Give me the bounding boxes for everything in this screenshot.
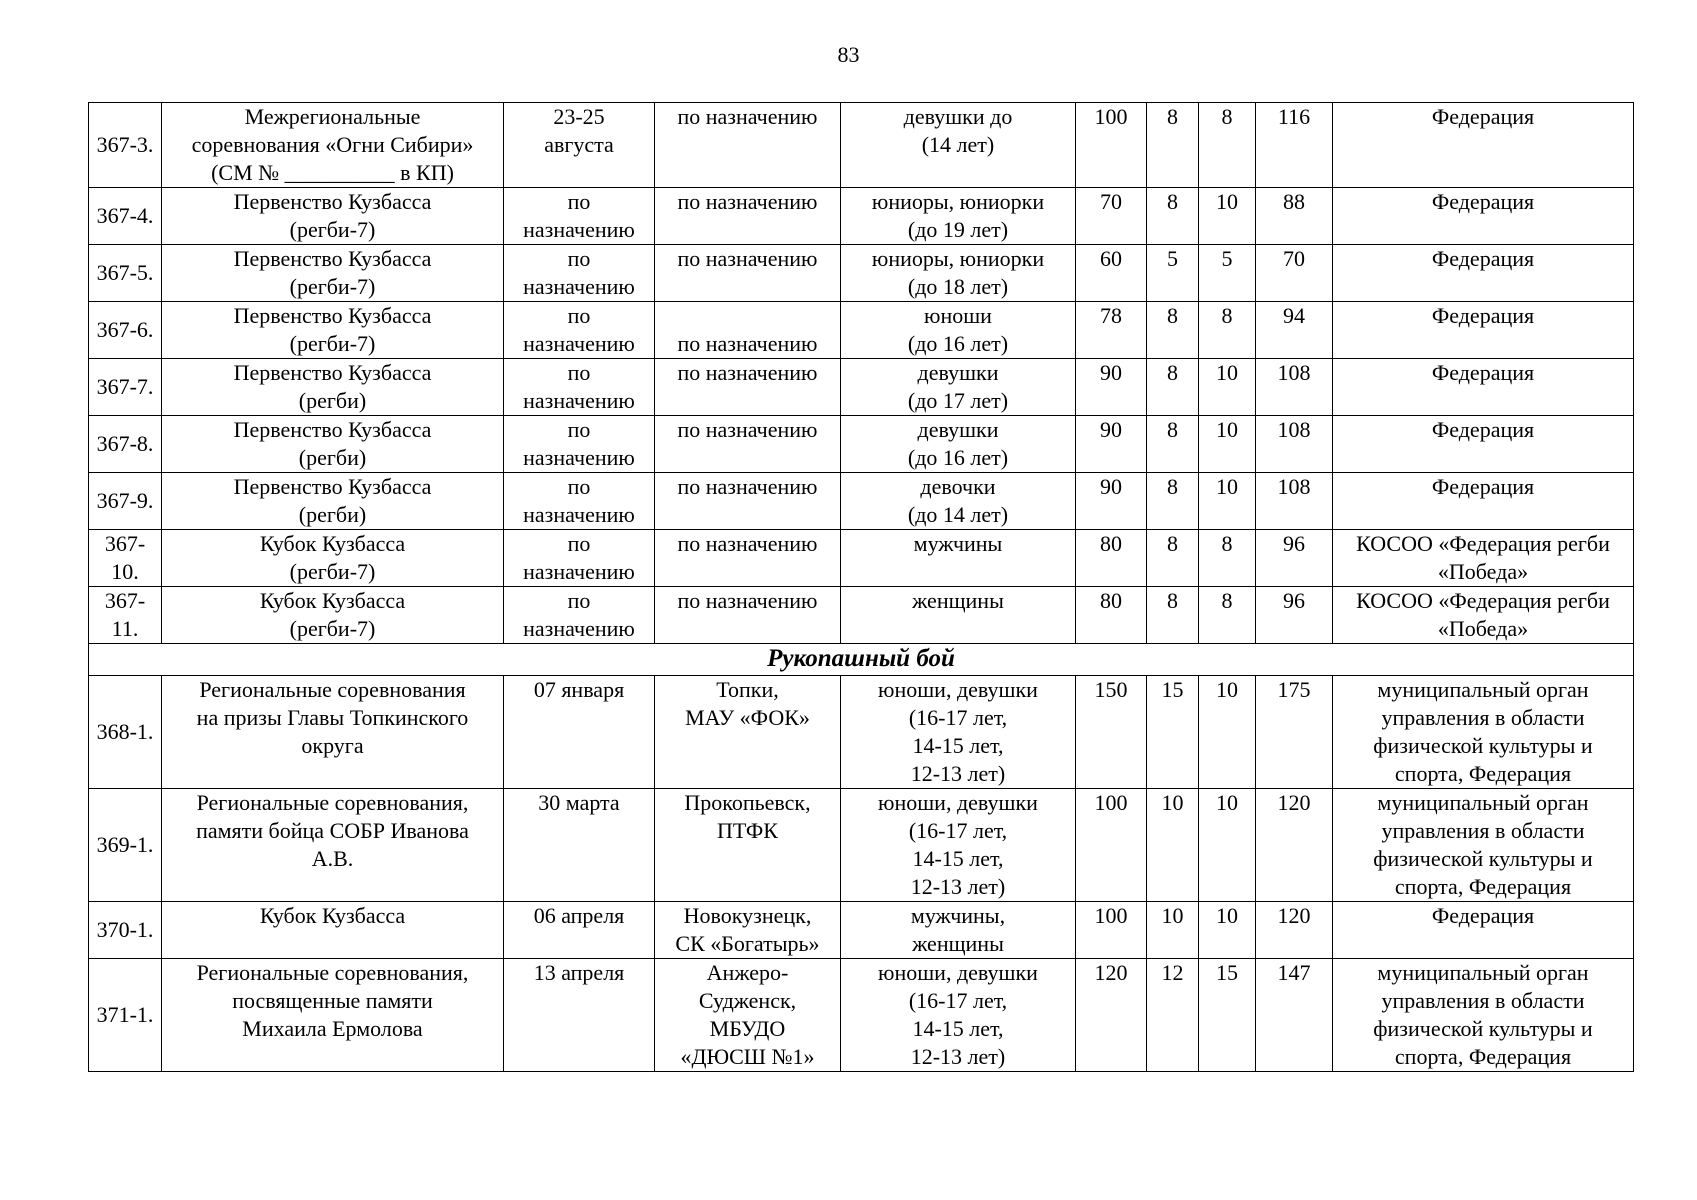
row-number-cell: 367-3. [89, 103, 162, 188]
total-count-cell: 108 [1256, 473, 1333, 530]
row-number-cell: 367- 10. [89, 530, 162, 587]
participants-group-cell: девушки (до 17 лет) [841, 359, 1076, 416]
judges-count-cell: 10 [1199, 676, 1256, 789]
organizer-cell: КОСОО «Федерация регби «Победа» [1333, 587, 1634, 644]
row-number-cell: 371-1. [89, 959, 162, 1072]
row-number-cell: 367-9. [89, 473, 162, 530]
participants-group-cell: юноши, девушки (16-17 лет, 14-15 лет, 12-13 лет) [841, 789, 1076, 902]
participants-group-cell: девочки (до 14 лет) [841, 473, 1076, 530]
athletes-count-cell: 60 [1076, 245, 1147, 302]
coaches-count-cell: 10 [1147, 789, 1199, 902]
event-place-cell: по назначению [655, 530, 841, 587]
athletes-count-cell: 90 [1076, 473, 1147, 530]
athletes-count-cell: 80 [1076, 530, 1147, 587]
event-place-cell: Топки, МАУ «ФОК» [655, 676, 841, 789]
total-count-cell: 116 [1256, 103, 1333, 188]
table-row [89, 416, 1634, 473]
event-date-cell: по назначению [504, 302, 655, 359]
participants-group-cell: юноши (до 16 лет) [841, 302, 1076, 359]
page-number: 83 [837, 42, 860, 67]
event-name-cell: Кубок Кузбасса (регби-7) [162, 587, 504, 644]
event-name-cell: Первенство Кузбасса (регби) [162, 416, 504, 473]
coaches-count-cell: 15 [1147, 676, 1199, 789]
organizer-cell: Федерация [1333, 302, 1634, 359]
row-number-cell: 370-1. [89, 902, 162, 959]
event-date-cell: 23-25 августа [504, 103, 655, 188]
participants-group-cell: юниоры, юниорки (до 19 лет) [841, 188, 1076, 245]
athletes-count-cell: 150 [1076, 676, 1147, 789]
event-place-cell: по назначению [655, 245, 841, 302]
event-name-cell: Межрегиональные соревнования «Огни Сибири» (СМ № __________ в КП) [162, 103, 504, 188]
organizer-cell: Федерация [1333, 902, 1634, 959]
judges-count-cell: 10 [1199, 789, 1256, 902]
row-number-cell: 367-8. [89, 416, 162, 473]
organizer-cell: Федерация [1333, 416, 1634, 473]
judges-count-cell: 8 [1199, 530, 1256, 587]
organizer-cell: Федерация [1333, 245, 1634, 302]
table-row [89, 676, 1634, 789]
table-row [89, 959, 1634, 1072]
table-row [89, 902, 1634, 959]
table-row [89, 587, 1634, 644]
table-row [89, 473, 1634, 530]
row-number-cell: 368-1. [89, 676, 162, 789]
coaches-count-cell: 8 [1147, 188, 1199, 245]
event-date-cell: 30 марта [504, 789, 655, 902]
event-name-cell: Первенство Кузбасса (регби-7) [162, 245, 504, 302]
event-date-cell: по назначению [504, 473, 655, 530]
organizer-cell: муниципальный орган управления в области физической культуры и спорта, Федерация [1333, 676, 1634, 789]
event-date-cell: 06 апреля [504, 902, 655, 959]
organizer-cell: Федерация [1333, 473, 1634, 530]
athletes-count-cell: 100 [1076, 103, 1147, 188]
athletes-count-cell: 80 [1076, 587, 1147, 644]
section-title: Рукопашный бой [89, 644, 1634, 676]
organizer-cell: Федерация [1333, 103, 1634, 188]
event-place-cell: по назначению [655, 473, 841, 530]
total-count-cell: 108 [1256, 359, 1333, 416]
event-name-cell: Кубок Кузбасса [162, 902, 504, 959]
athletes-count-cell: 78 [1076, 302, 1147, 359]
total-count-cell: 175 [1256, 676, 1333, 789]
event-place-cell: Новокузнецк, СК «Богатырь» [655, 902, 841, 959]
row-number-cell: 367- 11. [89, 587, 162, 644]
participants-group-cell: девушки (до 16 лет) [841, 416, 1076, 473]
table-row [89, 302, 1634, 359]
coaches-count-cell: 5 [1147, 245, 1199, 302]
table-row [89, 789, 1634, 902]
athletes-count-cell: 70 [1076, 188, 1147, 245]
event-place-cell: по назначению [655, 188, 841, 245]
total-count-cell: 108 [1256, 416, 1333, 473]
athletes-count-cell: 100 [1076, 902, 1147, 959]
total-count-cell: 88 [1256, 188, 1333, 245]
table-row [89, 245, 1634, 302]
event-name-cell: Первенство Кузбасса (регби-7) [162, 302, 504, 359]
row-number-cell: 369-1. [89, 789, 162, 902]
judges-count-cell: 15 [1199, 959, 1256, 1072]
coaches-count-cell: 8 [1147, 587, 1199, 644]
event-place-cell: по назначению [655, 302, 841, 359]
table-row [89, 188, 1634, 245]
event-name-cell: Первенство Кузбасса (регби) [162, 359, 504, 416]
event-date-cell: по назначению [504, 188, 655, 245]
event-date-cell: по назначению [504, 245, 655, 302]
athletes-count-cell: 120 [1076, 959, 1147, 1072]
participants-group-cell: девушки до (14 лет) [841, 103, 1076, 188]
event-place-cell: по назначению [655, 587, 841, 644]
judges-count-cell: 10 [1199, 416, 1256, 473]
event-name-cell: Кубок Кузбасса (регби-7) [162, 530, 504, 587]
judges-count-cell: 8 [1199, 302, 1256, 359]
judges-count-cell: 10 [1199, 188, 1256, 245]
row-number-cell: 367-4. [89, 188, 162, 245]
event-date-cell: 07 января [504, 676, 655, 789]
event-place-cell: по назначению [655, 416, 841, 473]
event-date-cell: 13 апреля [504, 959, 655, 1072]
athletes-count-cell: 100 [1076, 789, 1147, 902]
event-name-cell: Региональные соревнования, памяти бойца СОБР Иванова А.В. [162, 789, 504, 902]
athletes-count-cell: 90 [1076, 359, 1147, 416]
total-count-cell: 147 [1256, 959, 1333, 1072]
athletes-count-cell: 90 [1076, 416, 1147, 473]
coaches-count-cell: 8 [1147, 359, 1199, 416]
judges-count-cell: 5 [1199, 245, 1256, 302]
judges-count-cell: 8 [1199, 103, 1256, 188]
total-count-cell: 70 [1256, 245, 1333, 302]
judges-count-cell: 8 [1199, 587, 1256, 644]
participants-group-cell: мужчины [841, 530, 1076, 587]
table-row [89, 530, 1634, 587]
event-name-cell: Первенство Кузбасса (регби-7) [162, 188, 504, 245]
event-name-cell: Региональные соревнования на призы Главы Топкинского округа [162, 676, 504, 789]
rugby-rows [89, 103, 1634, 644]
total-count-cell: 96 [1256, 587, 1333, 644]
event-place-cell: Анжеро- Судженск, МБУДО «ДЮСШ №1» [655, 959, 841, 1072]
judges-count-cell: 10 [1199, 473, 1256, 530]
coaches-count-cell: 8 [1147, 302, 1199, 359]
participants-group-cell: мужчины, женщины [841, 902, 1076, 959]
event-date-cell: по назначению [504, 359, 655, 416]
organizer-cell: Федерация [1333, 188, 1634, 245]
organizer-cell: муниципальный орган управления в области физической культуры и спорта, Федерация [1333, 789, 1634, 902]
table-row [89, 359, 1634, 416]
coaches-count-cell: 8 [1147, 473, 1199, 530]
total-count-cell: 120 [1256, 902, 1333, 959]
total-count-cell: 96 [1256, 530, 1333, 587]
event-date-cell: по назначению [504, 587, 655, 644]
event-date-cell: по назначению [504, 530, 655, 587]
participants-group-cell: юноши, девушки (16-17 лет, 14-15 лет, 12-13 лет) [841, 959, 1076, 1072]
organizer-cell: КОСОО «Федерация регби «Победа» [1333, 530, 1634, 587]
event-date-cell: по назначению [504, 416, 655, 473]
row-number-cell: 367-7. [89, 359, 162, 416]
coaches-count-cell: 8 [1147, 416, 1199, 473]
event-name-cell: Первенство Кузбасса (регби) [162, 473, 504, 530]
participants-group-cell: юниоры, юниорки (до 18 лет) [841, 245, 1076, 302]
judges-count-cell: 10 [1199, 902, 1256, 959]
participants-group-cell: юноши, девушки (16-17 лет, 14-15 лет, 12-13 лет) [841, 676, 1076, 789]
organizer-cell: муниципальный орган управления в области физической культуры и спорта, Федерация [1333, 959, 1634, 1072]
row-number-cell: 367-5. [89, 245, 162, 302]
judges-count-cell: 10 [1199, 359, 1256, 416]
participants-group-cell: женщины [841, 587, 1076, 644]
total-count-cell: 120 [1256, 789, 1333, 902]
hand-to-hand-rows [89, 676, 1634, 1072]
total-count-cell: 94 [1256, 302, 1333, 359]
event-name-cell: Региональные соревнования, посвященные памяти Михаила Ермолова [162, 959, 504, 1072]
coaches-count-cell: 8 [1147, 530, 1199, 587]
row-number-cell: 367-6. [89, 302, 162, 359]
events-table [88, 102, 1634, 1072]
table-row [89, 103, 1634, 188]
section-header-row [89, 644, 1634, 676]
event-place-cell: по назначению [655, 359, 841, 416]
coaches-count-cell: 8 [1147, 103, 1199, 188]
organizer-cell: Федерация [1333, 359, 1634, 416]
event-place-cell: по назначению [655, 103, 841, 188]
event-place-cell: Прокопьевск, ПТФК [655, 789, 841, 902]
coaches-count-cell: 12 [1147, 959, 1199, 1072]
coaches-count-cell: 10 [1147, 902, 1199, 959]
